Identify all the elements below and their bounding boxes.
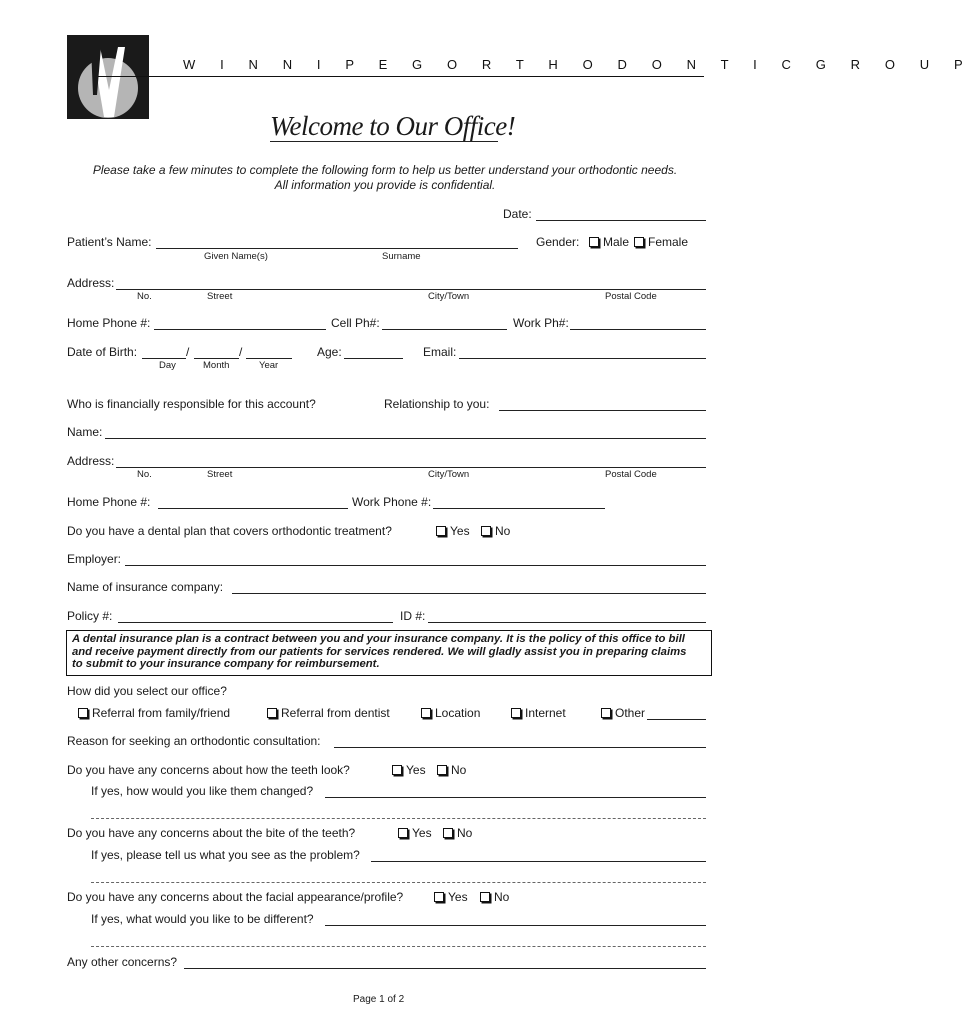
bite-followup-extra-line[interactable] <box>91 882 706 883</box>
face-no-option[interactable]: No <box>480 890 509 904</box>
bite-concern-question: Do you have any concerns about the bite of the teeth? <box>67 826 356 840</box>
id-field[interactable] <box>428 622 706 623</box>
checkbox-icon[interactable] <box>267 708 277 718</box>
referral-family-option[interactable]: Referral from family/friend <box>78 706 230 720</box>
responsible-work-phone-field[interactable] <box>433 508 605 509</box>
checkbox-icon[interactable] <box>434 892 444 902</box>
checkbox-icon[interactable] <box>437 765 447 775</box>
notice-line-2: and receive payment directly from our patients for services rendered. We will gladly assist you in preparing claims <box>72 645 687 658</box>
dob-label: Date of Birth: <box>67 345 138 359</box>
policy-field[interactable] <box>118 622 393 623</box>
insurance-company-label: Name of insurance company: <box>67 580 224 594</box>
checkbox-icon[interactable] <box>436 526 446 536</box>
bite-followup-field[interactable] <box>371 861 706 862</box>
checkbox-icon[interactable] <box>601 708 611 718</box>
referral-dentist-option[interactable]: Referral from dentist <box>267 706 390 720</box>
teeth-no-option[interactable]: No <box>437 763 466 777</box>
org-name-header: W I N N I P E G O R T H O D O N T I C G R O U P <box>183 57 973 72</box>
face-concern-question: Do you have any concerns about the facial appearance/profile? <box>67 890 404 904</box>
resp-addr-no-sublabel: No. <box>137 469 152 480</box>
responsible-address-field[interactable] <box>116 467 706 468</box>
face-followup-extra-line[interactable] <box>91 946 706 947</box>
face-followup-label: If yes, what would you like to be different? <box>91 912 314 926</box>
insurance-notice-box <box>66 630 712 676</box>
resp-addr-postal-sublabel: Postal Code <box>605 469 657 480</box>
dob-slash-1: / <box>186 345 190 359</box>
dental-plan-yes-option[interactable]: Yes <box>436 524 470 538</box>
checkbox-icon[interactable] <box>421 708 431 718</box>
cell-phone-label: Cell Ph#: <box>331 316 380 330</box>
referral-question: How did you select our office? <box>67 684 227 698</box>
group-logo <box>67 35 149 119</box>
address-field[interactable] <box>116 289 706 290</box>
date-field[interactable] <box>536 220 706 221</box>
employer-label: Employer: <box>67 552 122 566</box>
email-label: Email: <box>423 345 457 359</box>
other-field[interactable] <box>647 719 706 720</box>
financial-responsible-question: Who is financially responsible for this account? <box>67 397 316 411</box>
dental-plan-no-option[interactable]: No <box>481 524 510 538</box>
checkbox-icon[interactable] <box>480 892 490 902</box>
home-phone-label: Home Phone #: <box>67 316 151 330</box>
relationship-field[interactable] <box>499 410 706 411</box>
internet-option[interactable]: Internet <box>511 706 566 720</box>
face-followup-field[interactable] <box>325 925 706 926</box>
patient-name-field[interactable] <box>156 248 518 249</box>
face-yes-option[interactable]: Yes <box>434 890 468 904</box>
teeth-followup-label: If yes, how would you like them changed? <box>91 784 314 798</box>
email-field[interactable] <box>459 358 706 359</box>
addr-street-sublabel: Street <box>207 291 233 302</box>
dob-slash-2: / <box>239 345 243 359</box>
addr-city-sublabel: City/Town <box>428 291 470 302</box>
checkbox-icon[interactable] <box>392 765 402 775</box>
employer-field[interactable] <box>125 565 706 566</box>
gender-female-option[interactable]: Female <box>634 235 688 249</box>
responsible-work-phone-label: Work Phone #: <box>352 495 432 509</box>
date-label: Date: <box>503 207 532 221</box>
home-phone-field[interactable] <box>154 329 326 330</box>
responsible-address-label: Address: <box>67 454 115 468</box>
reason-field[interactable] <box>334 747 706 748</box>
checkbox-icon[interactable] <box>78 708 88 718</box>
checkbox-icon[interactable] <box>398 828 408 838</box>
dob-month-field[interactable] <box>194 358 239 359</box>
title-underline <box>270 141 498 142</box>
responsible-name-label: Name: <box>67 425 103 439</box>
page-title: Welcome to Our Office! <box>270 111 516 141</box>
dob-day-field[interactable] <box>142 358 186 359</box>
dental-plan-question: Do you have a dental plan that covers orthodontic treatment? <box>67 524 392 538</box>
policy-label: Policy #: <box>67 609 113 623</box>
other-concerns-field[interactable] <box>184 968 706 969</box>
work-phone-label: Work Ph#: <box>513 316 569 330</box>
age-label: Age: <box>317 345 342 359</box>
resp-addr-city-sublabel: City/Town <box>428 469 470 480</box>
work-phone-field[interactable] <box>570 329 706 330</box>
relationship-label: Relationship to you: <box>384 397 490 411</box>
other-concerns-label: Any other concerns? <box>67 955 178 969</box>
checkbox-icon[interactable] <box>589 237 599 247</box>
dob-year-sublabel: Year <box>259 360 279 371</box>
address-label: Address: <box>67 276 115 290</box>
addr-postal-sublabel: Postal Code <box>605 291 657 302</box>
notice-line-3: to submit to your insurance company for reimbursement. <box>72 658 380 670</box>
responsible-home-phone-label: Home Phone #: <box>67 495 151 509</box>
checkbox-icon[interactable] <box>511 708 521 718</box>
intro-line-2: All information you provide is confidential. <box>274 178 496 192</box>
header-rule <box>98 76 704 77</box>
page-number: Page 1 of 2 <box>353 994 405 1005</box>
bite-yes-option[interactable]: Yes <box>398 826 432 840</box>
gender-male-option[interactable]: Male <box>589 235 629 249</box>
other-option[interactable]: Other <box>601 706 645 720</box>
patient-name-label: Patient’s Name: <box>67 235 152 249</box>
dob-month-sublabel: Month <box>203 360 230 371</box>
teeth-yes-option[interactable]: Yes <box>392 763 426 777</box>
dob-year-field[interactable] <box>246 358 292 359</box>
teeth-followup-extra-line[interactable] <box>91 818 706 819</box>
insurance-company-field[interactable] <box>232 593 706 594</box>
given-names-sublabel: Given Name(s) <box>204 251 268 262</box>
notice-line-1: A dental insurance plan is a contract between you and your insurance company. It is the policy of this office to bill <box>72 633 685 645</box>
bite-followup-label: If yes, please tell us what you see as the problem? <box>91 848 360 862</box>
surname-sublabel: Surname <box>382 251 421 262</box>
responsible-name-field[interactable] <box>105 438 706 439</box>
addr-no-sublabel: No. <box>137 291 152 302</box>
gender-label: Gender: <box>536 235 580 249</box>
checkbox-icon[interactable] <box>634 237 644 247</box>
intro-line-1: Please take a few minutes to complete the following form to help us better understand your orthodontic needs. <box>92 163 678 177</box>
age-field[interactable] <box>344 358 403 359</box>
bite-no-option[interactable]: No <box>443 826 472 840</box>
resp-addr-street-sublabel: Street <box>207 469 233 480</box>
checkbox-icon[interactable] <box>443 828 453 838</box>
reason-label: Reason for seeking an orthodontic consultation: <box>67 734 321 748</box>
teeth-concern-question: Do you have any concerns about how the teeth look? <box>67 763 350 777</box>
location-option[interactable]: Location <box>421 706 480 720</box>
checkbox-icon[interactable] <box>481 526 491 536</box>
cell-phone-field[interactable] <box>382 329 507 330</box>
dob-day-sublabel: Day <box>159 360 176 371</box>
responsible-home-phone-field[interactable] <box>158 508 348 509</box>
teeth-followup-field[interactable] <box>325 797 706 798</box>
id-label: ID #: <box>400 609 426 623</box>
